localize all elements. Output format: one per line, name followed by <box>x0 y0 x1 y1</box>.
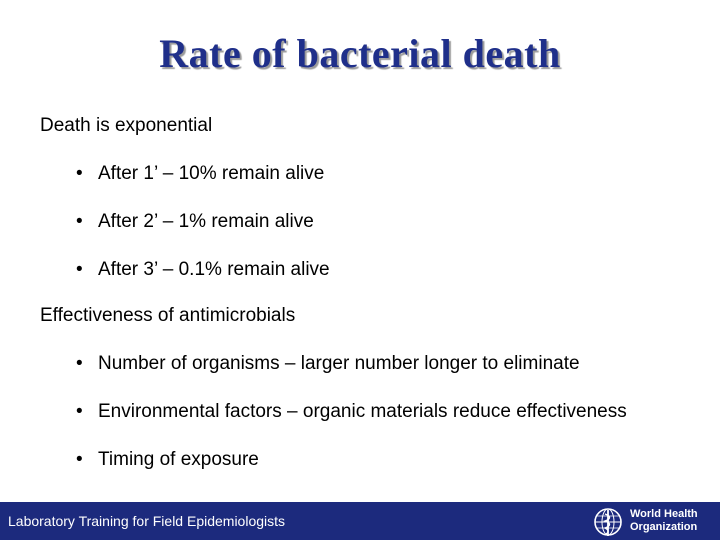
bullet-dot: • <box>76 211 83 232</box>
bullet-text: After 2’ – 1% remain alive <box>98 211 314 232</box>
who-name-line1: World Health <box>630 508 698 520</box>
bullet-item <box>76 259 330 281</box>
section-heading-antimicrobials: Effectiveness of antimicrobials <box>40 305 296 326</box>
bullet-text: Environmental factors – organic materials reduce effectiveness <box>98 401 627 422</box>
bullet-item <box>76 163 324 185</box>
bullet-text: After 1’ – 10% remain alive <box>98 163 325 184</box>
bullet-item <box>76 353 580 375</box>
who-name <box>630 508 698 534</box>
footer-text: Laboratory Training for Field Epidemiologists <box>8 513 286 529</box>
who-emblem-icon <box>592 506 624 538</box>
bullet-dot: • <box>76 449 83 470</box>
section-heading-death: Death is exponential <box>40 115 213 136</box>
who-logo <box>592 506 712 538</box>
bullet-item <box>76 401 627 423</box>
bullet-item <box>76 211 314 233</box>
bullet-dot: • <box>76 259 83 280</box>
bullet-dot: • <box>76 401 83 422</box>
bullet-text: After 3’ – 0.1% remain alive <box>98 259 330 280</box>
bullet-text: Number of organisms – larger number longer to eliminate <box>98 353 580 374</box>
bullet-text: Timing of exposure <box>98 449 259 470</box>
bullet-item <box>76 449 259 471</box>
bullet-dot: • <box>76 353 83 374</box>
bullet-dot: • <box>76 163 83 184</box>
slide-title: Rate of bacterial death <box>159 31 561 76</box>
who-name-line2: Organization <box>630 521 698 533</box>
footer-bar <box>0 502 720 540</box>
